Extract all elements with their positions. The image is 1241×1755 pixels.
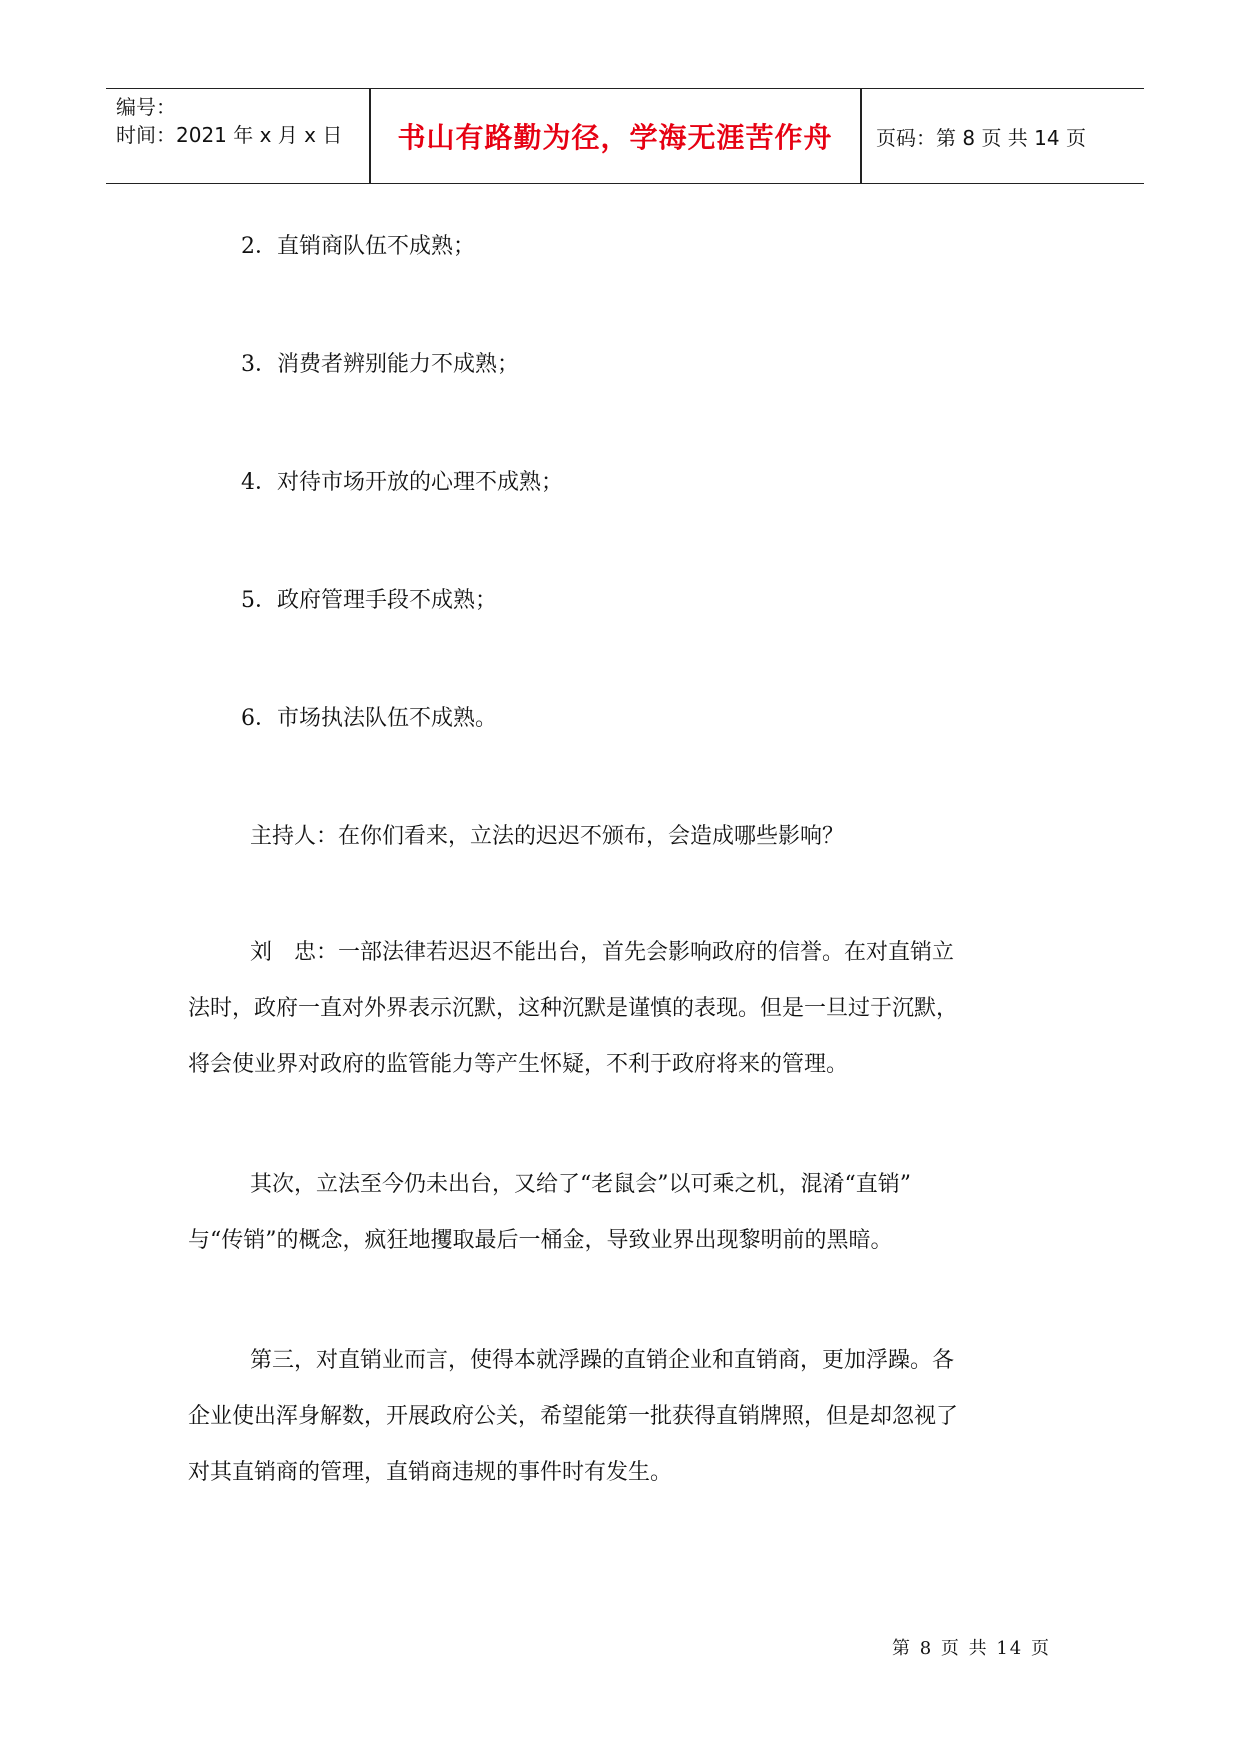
document-date-label: 时间：2021 年 x 月 x 日: [116, 123, 343, 147]
liu-para-line-1: 刘 忠：一部法律若迟迟不能出台，首先会影响政府的信誉。在对直销立: [250, 940, 955, 965]
list-item-6: 6．市场执法队伍不成熟。: [241, 706, 497, 731]
header-meta: [116, 93, 376, 149]
list-item-3: 3．消费者辨别能力不成熟；: [241, 352, 519, 377]
document-number-label: 编号：: [116, 95, 176, 119]
list-item-2: 2．直销商队伍不成熟；: [241, 234, 475, 259]
second-para-line-2: 与“传销”的概念，疯狂地攫取最后一桶金，导致业界出现黎明前的黑暗。: [188, 1228, 893, 1253]
header-page-number: 页码：第 8 页 共 14 页: [876, 125, 1086, 150]
list-item-4: 4．对待市场开放的心理不成熟；: [241, 470, 563, 495]
header-motto: 书山有路勤为径，学海无涯苦作舟: [397, 121, 833, 154]
page-footer: 第 8 页 共 14 页: [892, 1638, 1051, 1659]
list-item-5: 5．政府管理手段不成熟；: [241, 588, 497, 613]
third-para-line-3: 对其直销商的管理，直销商违规的事件时有发生。: [188, 1460, 673, 1485]
third-para-line-1: 第三，对直销业而言，使得本就浮躁的直销企业和直销商，更加浮躁。各: [250, 1348, 955, 1373]
third-para-line-2: 企业使出浑身解数，开展政府公关，希望能第一批获得直销牌照，但是却忽视了: [188, 1404, 959, 1429]
liu-para-line-2: 法时，政府一直对外界表示沉默，这种沉默是谨慎的表现。但是一旦过于沉默，: [188, 996, 959, 1021]
liu-para-line-3: 将会使业界对政府的监管能力等产生怀疑，不利于政府将来的管理。: [188, 1052, 849, 1077]
second-para-line-1: 其次，立法至今仍未出台，又给了“老鼠会”以可乘之机，混淆“直销”: [250, 1172, 911, 1197]
header-divider-right: [860, 89, 862, 183]
page-header: [106, 88, 1144, 184]
host-question: 主持人：在你们看来，立法的迟迟不颁布，会造成哪些影响？: [250, 824, 845, 849]
